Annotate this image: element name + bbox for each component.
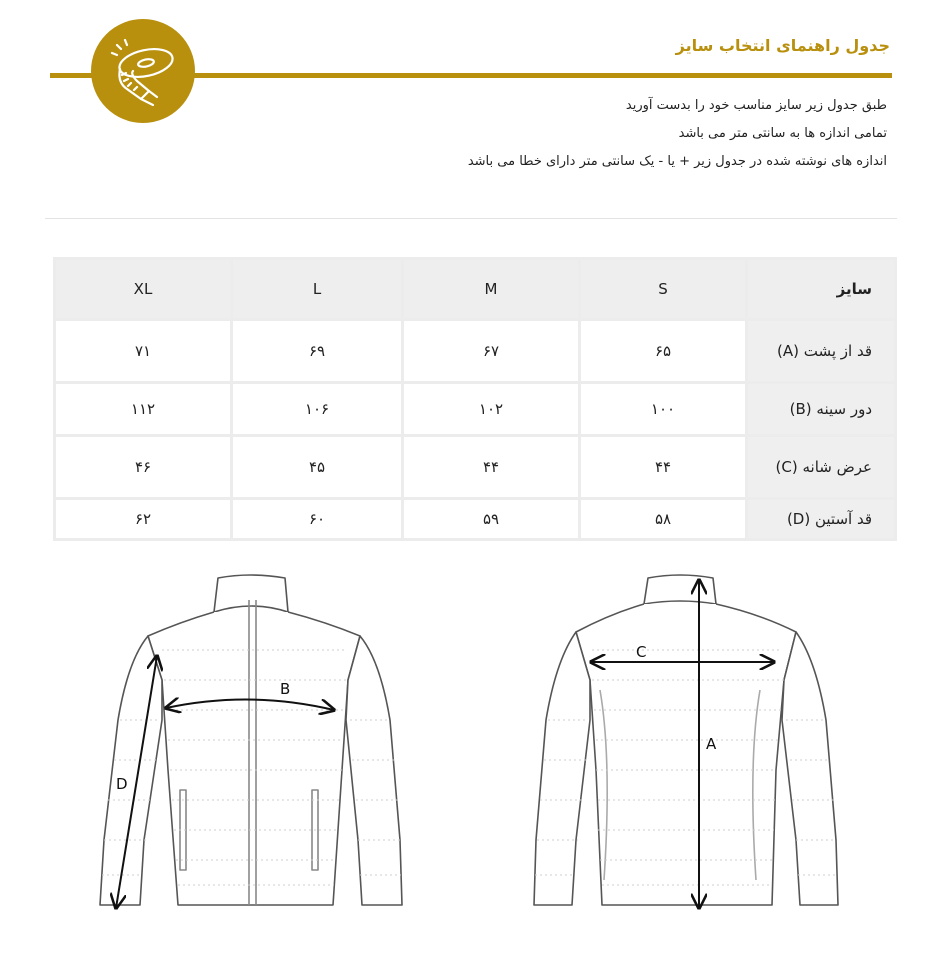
row-label: قد از پشت (A): [748, 321, 894, 381]
page-title: جدول راهنمای انتخاب سایز: [675, 36, 890, 55]
note-line: اندازه های نوشته شده در جدول زیر + یا - یک سانتی متر دارای خطا می باشد: [467, 154, 887, 169]
size-table: [53, 257, 897, 541]
table-cell: ۴۶: [56, 437, 230, 497]
table-header-row: [56, 260, 894, 318]
measuring-tape-badge: [91, 19, 195, 123]
measure-label-b: B: [280, 680, 291, 698]
jacket-diagrams: [0, 560, 942, 960]
row-label: دور سینه (B): [748, 384, 894, 434]
jacket-back-icon: [534, 575, 838, 905]
measure-label-d: D: [116, 775, 128, 793]
note-line: طبق جدول زیر سایز مناسب خود را بدست آورید: [625, 98, 887, 113]
table-cell: ۴۵: [233, 437, 401, 497]
table-cell: ۱۰۲: [404, 384, 578, 434]
table-cell: ۶۲: [56, 500, 230, 538]
table-cell: ۵۸: [581, 500, 745, 538]
table-cell: ۵۹: [404, 500, 578, 538]
measure-label-c: C: [636, 643, 647, 661]
table-cell: ۱۱۲: [56, 384, 230, 434]
note-line: تمامی اندازه ها به سانتی متر می باشد: [678, 126, 887, 141]
table-cell: ۴۴: [404, 437, 578, 497]
table-cell: ۶۹: [233, 321, 401, 381]
table-row: [56, 384, 894, 434]
table-cell: ۴۴: [581, 437, 745, 497]
row-label: قد آستین (D): [748, 500, 894, 538]
table-row: [56, 321, 894, 381]
table-cell: ۶۷: [404, 321, 578, 381]
table-cell: ۱۰۰: [581, 384, 745, 434]
column-header-xl: XL: [56, 260, 230, 318]
jacket-front-icon: [100, 575, 402, 905]
column-header-m: M: [404, 260, 578, 318]
table-cell: ۱۰۶: [233, 384, 401, 434]
section-divider: [45, 218, 897, 219]
row-label: عرض شانه (C): [748, 437, 894, 497]
table-row: [56, 500, 894, 538]
column-header-l: L: [233, 260, 401, 318]
table-cell: ۶۰: [233, 500, 401, 538]
column-header-s: S: [581, 260, 745, 318]
measure-label-a: A: [706, 735, 717, 753]
size-notes: [468, 92, 887, 176]
column-header-size: سایز: [748, 260, 894, 318]
measuring-tape-icon: [91, 19, 195, 123]
table-cell: ۷۱: [56, 321, 230, 381]
table-row: [56, 437, 894, 497]
table-cell: ۶۵: [581, 321, 745, 381]
